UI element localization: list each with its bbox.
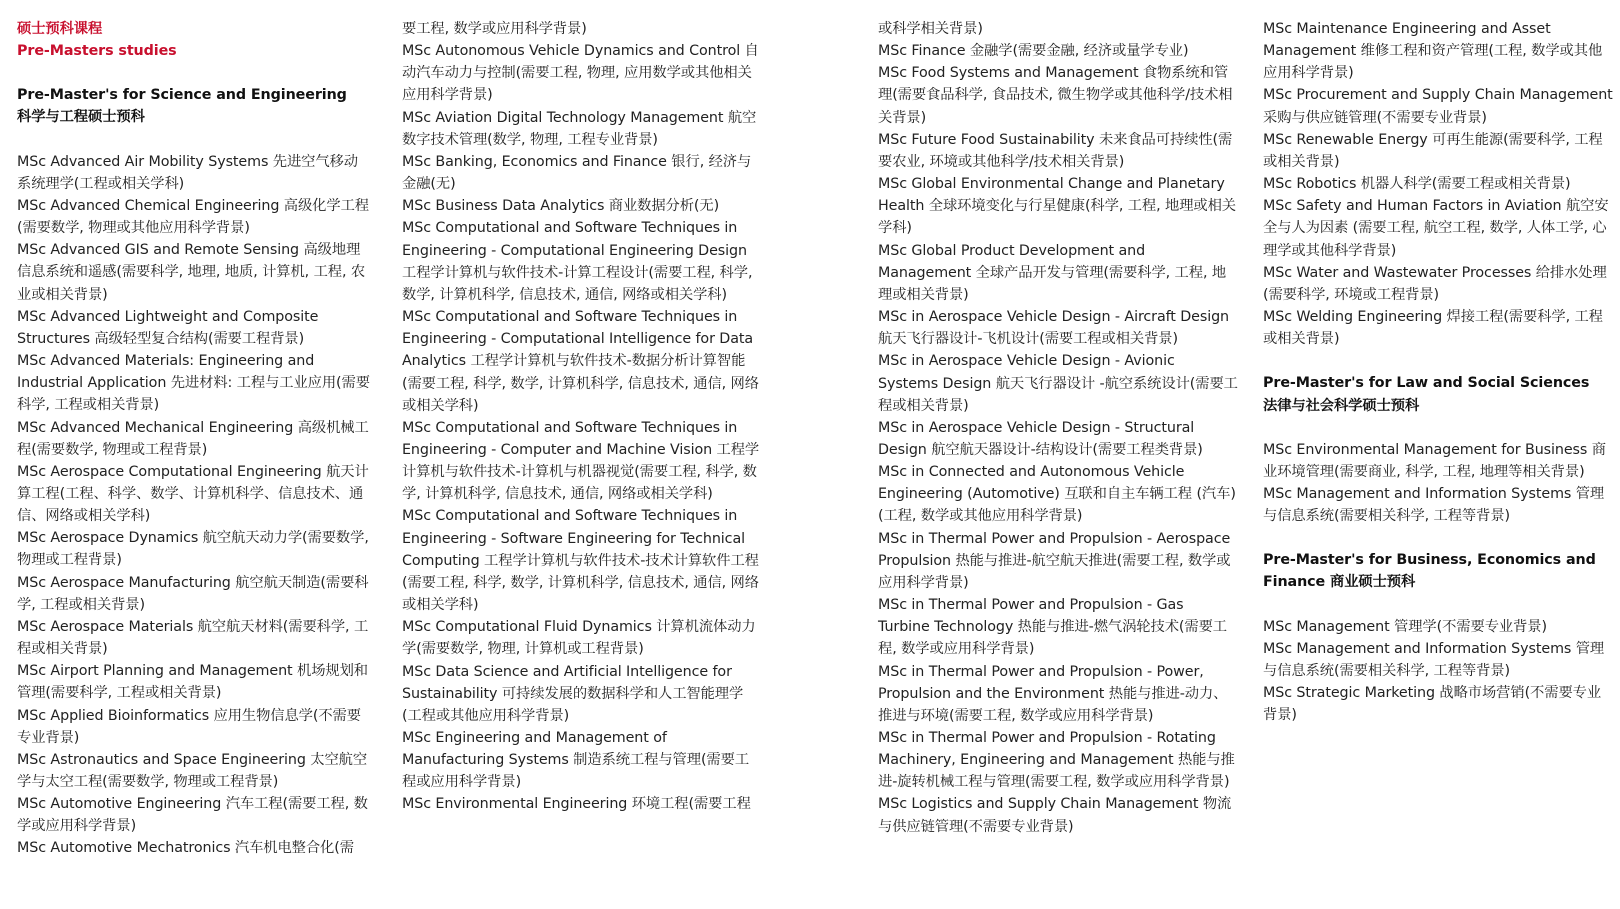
course-item: MSc Strategic Marketing 战略市场营销(不需要专业背景) xyxy=(1263,685,1602,724)
column-4 xyxy=(1263,18,1615,726)
course-item: MSc Computational and Software Techniques in Engineering - Computational Engineering Design 工程学计算机与软件技术-计算工程设计(需要工程, 科学, 数学, 计算机科学, 信息技术, 通信, 网络或相关学科) xyxy=(402,220,753,303)
course-item: MSc Astronautics and Space Engineering 太空航空学与太空工程(需要数学, 物理或工程背景) xyxy=(17,751,368,790)
course-item: MSc Safety and Human Factors in Aviation 航空安全与人为因素 (需要工程, 航空工程, 数学, 人体工学, 心理学或其他科学背景) xyxy=(1263,198,1609,259)
course-item: MSc Water and Wastewater Processes 给排水处理(需要科学, 环境或工程背景) xyxy=(1263,264,1607,303)
course-item: MSc Advanced Materials: Engineering and Industrial Application 先进材料: 工程与工业应用(需要科学, 工程或相关背景) xyxy=(17,353,370,414)
course-item: MSc Advanced Chemical Engineering 高级化学工程(需要数学, 物理或其他应用科学背景) xyxy=(17,197,369,237)
course-item: MSc Renewable Energy 可再生能源(需要科学, 工程或相关背景) xyxy=(1263,131,1603,170)
page-title-cn: 硕士预科课程 xyxy=(17,21,103,37)
course-item: MSc Logistics and Supply Chain Management 物流与供应链管理(不需要专业背景) xyxy=(878,796,1232,835)
section-heading-science-cn: 科学与工程硕士预科 xyxy=(17,109,145,126)
course-item: MSc Advanced GIS and Remote Sensing 高级地理信息系统和遥感(需要科学, 地理, 地质, 计算机, 工程, 农业或相关背景) xyxy=(17,242,366,303)
course-item: MSc Future Food Sustainability 未来食品可持续性(需要农业, 环境或其他科学/技术相关背景) xyxy=(878,131,1233,170)
column-2 xyxy=(402,18,760,816)
course-item: MSc Environmental Engineering 环境工程(需要工程 xyxy=(402,796,751,813)
course-item: MSc in Thermal Power and Propulsion - Gas Turbine Technology 热能与推进-燃气涡轮技术(需要工程, 数学或应用科学背景) xyxy=(878,597,1227,658)
section-heading-business-cn: Finance 商业硕士预科 xyxy=(1263,574,1416,591)
section-heading-law-en: Pre-Master's for Law and Social Sciences xyxy=(1263,375,1590,392)
course-item: MSc in Aerospace Vehicle Design - Structural Design 航空航天器设计-结构设计(需要工程类背景) xyxy=(878,419,1203,458)
section-heading-law-cn: 法律与社会科学硕士预科 xyxy=(1263,397,1420,414)
course-item: 要工程, 数学或应用科学背景) xyxy=(402,21,587,37)
course-item: MSc Autonomous Vehicle Dynamics and Control 自动汽车动力与控制(需要工程, 物理, 应用数学或其他相关应用科学背景) xyxy=(402,43,759,104)
course-item: MSc Management 管理学(不需要专业背景) xyxy=(1263,618,1547,635)
course-item: MSc Banking, Economics and Finance 银行, 经济与金融(无) xyxy=(402,153,752,193)
course-item: MSc in Aerospace Vehicle Design - Aircraft Design 航天飞行器设计-飞机设计(需要工程或相关背景) xyxy=(878,309,1230,348)
course-item: MSc Food Systems and Management 食物系统和管理(需要食品科学, 食品技术, 微生物学或其他科学/技术相关背景) xyxy=(878,65,1233,126)
course-item: MSc Procurement and Supply Chain Management 采购与供应链管理(不需要专业背景) xyxy=(1263,87,1613,126)
course-item: MSc Aviation Digital Technology Management 航空数字技术管理(数学, 物理, 工程专业背景) xyxy=(402,109,757,148)
course-item: MSc Engineering and Management of Manufacturing Systems 制造系统工程与管理(需要工程或应用科学背景) xyxy=(402,730,750,791)
course-item: MSc Aerospace Dynamics 航空航天动力学(需要数学, 物理或工程背景) xyxy=(17,530,369,569)
column-3 xyxy=(878,18,1238,838)
column-1 xyxy=(17,18,372,860)
course-item: MSc Automotive Engineering 汽车工程(需要工程, 数学或应用科学背景) xyxy=(17,796,368,835)
course-item: MSc Computational and Software Techniques in Engineering - Software Engineering for Technical Computing 工程学计算机与软件技术-技术计算软件工程(需要工程, 科学, 数学, 计算机科学, 信息技术, 通信, 网络或相关学科) xyxy=(402,508,759,614)
course-item: MSc Business Data Analytics 商业数据分析(无) xyxy=(402,198,720,215)
course-item: MSc Applied Bioinformatics 应用生物信息学(不需要专业背景) xyxy=(17,707,361,746)
course-item: MSc in Thermal Power and Propulsion - Rotating Machinery, Engineering and Management 热能与推进-旋转机械工程与管理(需要工程, 数学或应用科学背景) xyxy=(878,730,1235,791)
course-item: MSc Computational and Software Techniques in Engineering - Computational Intelligence for Data Analytics 工程学计算机与软件技术-数据分析计算智能(需要工程, 科学, 数学, 计算机科学, 信息技术, 通信, 网络或相关学科) xyxy=(402,309,759,414)
course-item: MSc Data Science and Artificial Intelligence for Sustainability 可持续发展的数据科学和人工智能理学(工程或其他应用科学背景) xyxy=(402,663,744,724)
course-item: MSc Environmental Management for Business 商业环境管理(需要商业, 科学, 工程, 地理等相关背景) xyxy=(1263,441,1606,480)
course-item: MSc Aerospace Computational Engineering 航天计算工程(工程、科学、数学、计算机科学、信息技术、通信、网络或相关学科) xyxy=(17,463,369,525)
section-heading-science-en: Pre-Master's for Science and Engineering xyxy=(17,87,347,104)
course-item: MSc Aerospace Manufacturing 航空航天制造(需要科学, 工程或相关背景) xyxy=(17,574,369,613)
course-item: MSc Management and Information Systems 管理与信息系统(需要相关科学, 工程等背景) xyxy=(1263,485,1605,525)
course-item: MSc Global Product Development and Management 全球产品开发与管理(需要科学, 工程, 地理或相关背景) xyxy=(878,242,1227,303)
course-item: MSc in Connected and Autonomous Vehicle Engineering (Automotive) 互联和自主车辆工程 (汽车) (工程, 数学或其他应用科学背景) xyxy=(878,464,1236,525)
course-item: MSc Global Environmental Change and Planetary Health 全球环境变化与行星健康(科学, 工程, 地理或相关学科) xyxy=(878,176,1236,237)
course-item: MSc Welding Engineering 焊接工程(需要科学, 工程或相关背景) xyxy=(1263,309,1603,348)
course-item: MSc Robotics 机器人科学(需要工程或相关背景) xyxy=(1263,176,1571,193)
course-item: MSc Maintenance Engineering and Asset Management 维修工程和资产管理(工程, 数学或其他应用科学背景) xyxy=(1263,21,1603,82)
page-title-en: Pre-Masters studies xyxy=(17,43,177,60)
course-item: MSc Advanced Lightweight and Composite Structures 高级轻型复合结构(需要工程背景) xyxy=(17,308,319,347)
section-heading-business-en: Pre-Master's for Business, Economics and xyxy=(1263,552,1596,569)
course-item: MSc Advanced Air Mobility Systems 先进空气移动系统理学(工程或相关学科) xyxy=(17,153,358,192)
course-item: MSc Aerospace Materials 航空航天材料(需要科学, 工程或相关背景) xyxy=(17,618,369,658)
course-item: MSc in Thermal Power and Propulsion - Power, Propulsion and the Environment 热能与推进-动力、推进与环境(需要工程, 数学或应用科学背景) xyxy=(878,663,1228,724)
course-item: MSc Computational Fluid Dynamics 计算机流体动力学(需要数学, 物理, 计算机或工程背景) xyxy=(402,619,756,658)
course-item: MSc Advanced Mechanical Engineering 高级机械工程(需要数学, 物理或工程背景) xyxy=(17,419,369,458)
course-item: MSc Airport Planning and Management 机场规划和管理(需要科学, 工程或相关背景) xyxy=(17,663,368,702)
course-item: MSc in Aerospace Vehicle Design - Avionic Systems Design 航天飞行器设计 -航空系统设计(需要工程或相关背景) xyxy=(878,353,1238,414)
course-item: 或科学相关背景) xyxy=(878,21,983,37)
course-item: MSc in Thermal Power and Propulsion - Aerospace Propulsion 热能与推进-航空航天推进(需要工程, 数学或应用科学背景) xyxy=(878,530,1231,591)
course-item: MSc Computational and Software Techniques in Engineering - Computer and Machine Vision 工程学计算机与软件技术-计算机与机器视觉(需要工程, 科学, 数学, 计算机科学, 信息技术, 通信, 网络或相关学科) xyxy=(402,419,760,503)
course-item: MSc Management and Information Systems 管理与信息系统(需要相关科学, 工程等背景) xyxy=(1263,640,1605,679)
course-item: MSc Automotive Mechatronics 汽车机电整合化(需 xyxy=(17,840,354,857)
course-item: MSc Finance 金融学(需要金融, 经济或量学专业) xyxy=(878,43,1189,60)
